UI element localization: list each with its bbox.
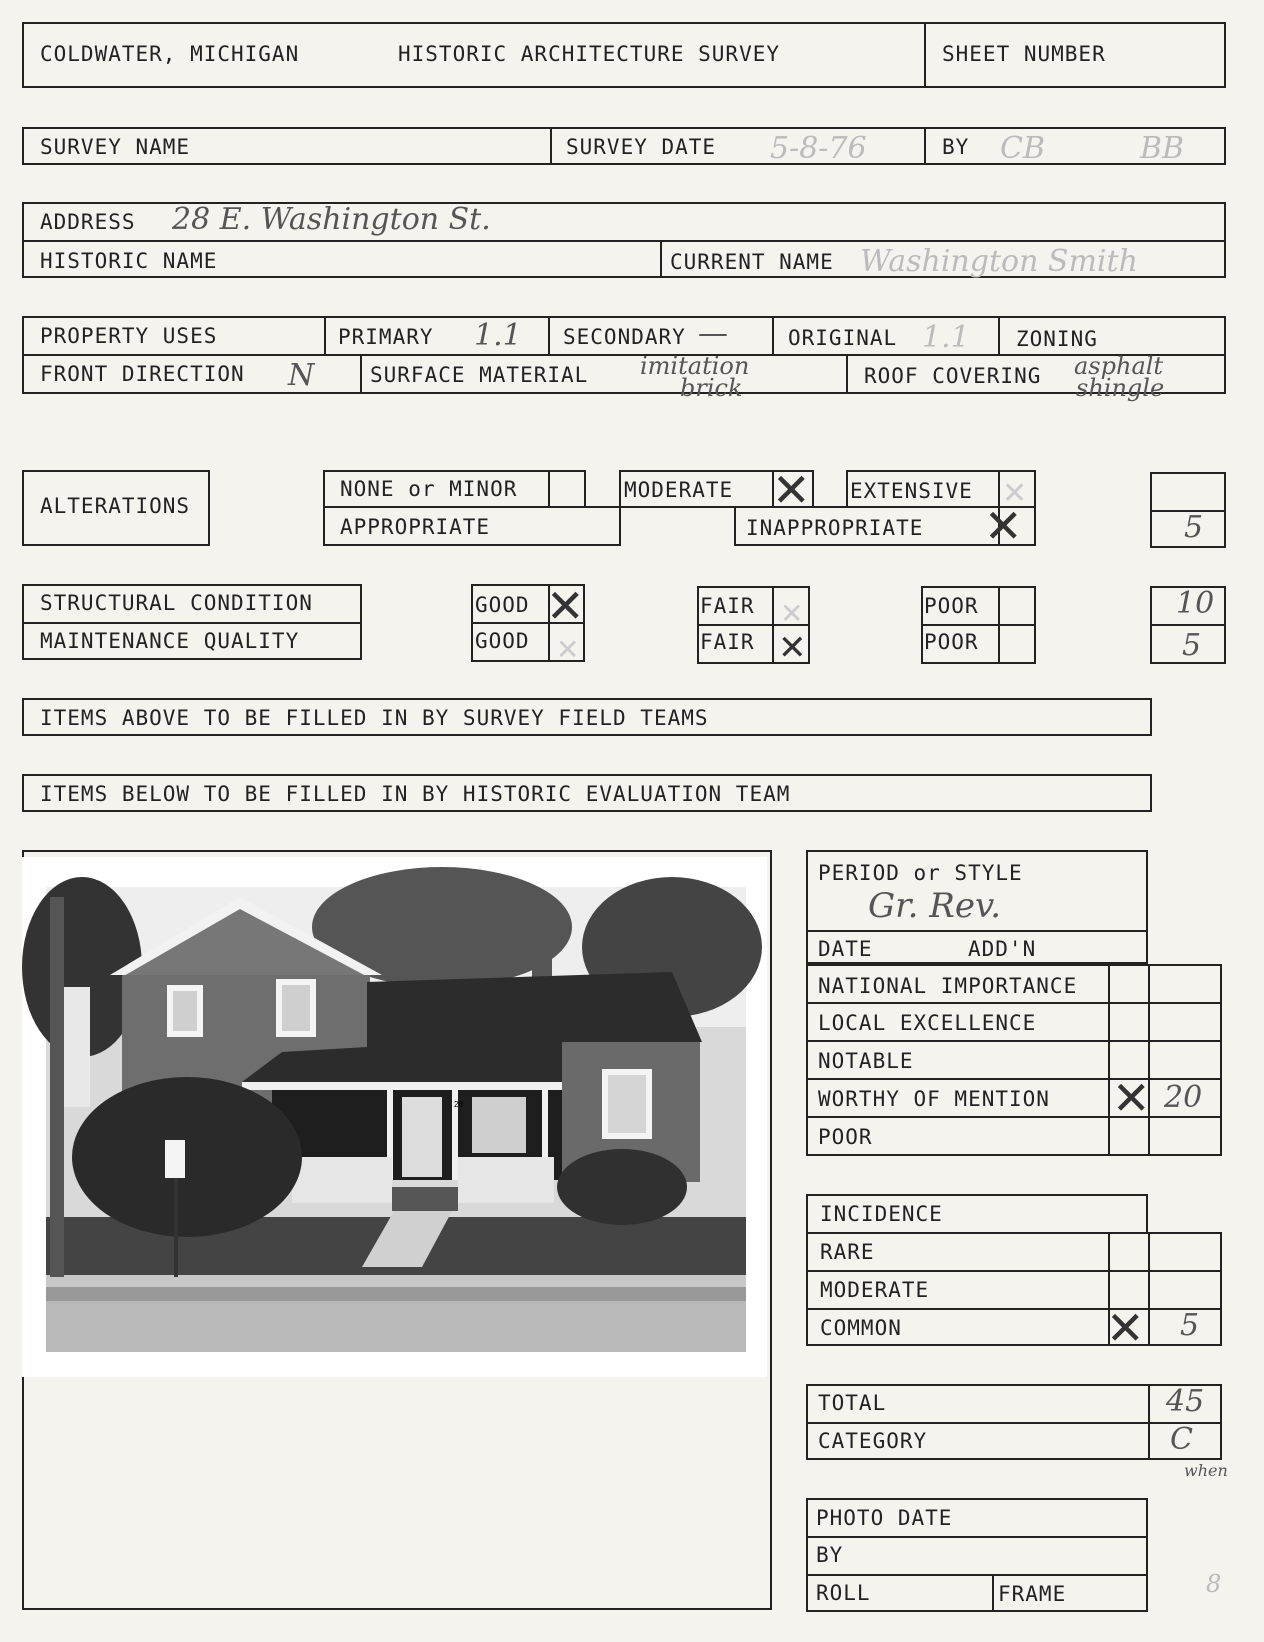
primary-label: PRIMARY [338, 325, 434, 349]
zoning-label: ZONING [1016, 327, 1098, 351]
extensive-check-mark: ✕ [1002, 476, 1028, 511]
extensive-label: EXTENSIVE [850, 479, 973, 503]
original-value: 1.1 [922, 320, 970, 355]
local-excellence-label: LOCAL EXCELLENCE [818, 1011, 1037, 1035]
original-label: ORIGINAL [788, 326, 898, 350]
address-value: 28 E. Washington St. [172, 202, 491, 237]
photo-date-label: PHOTO DATE [816, 1506, 953, 1530]
common-score: 5 [1180, 1308, 1200, 1343]
structural-good-check-mark: ✕ [546, 579, 585, 633]
survey-by-value: CB [1000, 131, 1045, 166]
category-note: when [1184, 1461, 1228, 1480]
address-label: ADDRESS [40, 210, 136, 234]
survey-by-value-2: BB [1140, 131, 1185, 166]
rare-label: RARE [820, 1240, 875, 1264]
maintenance-score: 5 [1182, 628, 1202, 663]
incidence-label: INCIDENCE [820, 1202, 943, 1226]
moderate-check-mark: ✕ [772, 463, 811, 517]
incidence-moderate-label: MODERATE [820, 1278, 930, 1302]
evaluation-poor-label: POOR [818, 1125, 873, 1149]
maintenance-quality-label: MAINTENANCE QUALITY [40, 629, 300, 653]
alterations-label: ALTERATIONS [40, 494, 191, 518]
city-label: COLDWATER, MICHIGAN [40, 42, 300, 66]
sheet-number-label: SHEET NUMBER [942, 42, 1106, 66]
maintenance-poor-label: POOR [924, 630, 979, 654]
house-photo [22, 857, 767, 1377]
front-direction-label: FRONT DIRECTION [40, 362, 245, 386]
surface-material-value-1: imitation [640, 352, 750, 380]
roof-covering-value-1: asphalt [1074, 352, 1164, 380]
roof-covering-value-2: shingle [1076, 374, 1165, 402]
survey-name-label: SURVEY NAME [40, 135, 191, 159]
current-name-value: Washington Smith [860, 244, 1138, 279]
front-direction-value: N [288, 358, 315, 393]
structural-poor-label: POOR [924, 594, 979, 618]
house-number: 28 [454, 1100, 463, 1109]
surface-material-value-2: brick [680, 374, 743, 402]
maintenance-fair-check-mark: ✕ [778, 628, 807, 668]
survey-title: HISTORIC ARCHITECTURE SURVEY [398, 42, 781, 66]
note-below: ITEMS BELOW TO BE FILLED IN BY HISTORIC EVALUATION TEAM [40, 782, 791, 806]
historic-name-label: HISTORIC NAME [40, 249, 218, 273]
appropriate-label: APPROPRIATE [340, 515, 491, 539]
alterations-score: 5 [1184, 510, 1204, 545]
national-importance-label: NATIONAL IMPORTANCE [818, 974, 1078, 998]
survey-by-label: BY [942, 135, 970, 159]
roll-label: ROLL [816, 1581, 871, 1605]
photo-by-label: BY [816, 1543, 844, 1567]
surface-material-label: SURFACE MATERIAL [370, 363, 589, 387]
period-style-label: PERIOD or STYLE [818, 861, 1023, 885]
maintenance-fair-label: FAIR [700, 630, 755, 654]
worthy-of-mention-label: WORTHY OF MENTION [818, 1087, 1050, 1111]
frame-label: FRAME [998, 1582, 1067, 1606]
current-name-label: CURRENT NAME [670, 250, 834, 274]
maintenance-good-label: GOOD [475, 629, 530, 653]
structural-fair-label: FAIR [700, 594, 755, 618]
addn-label: ADD'N [968, 937, 1037, 961]
note-above: ITEMS ABOVE TO BE FILLED IN BY SURVEY FIELD TEAMS [40, 706, 709, 730]
date-label: DATE [818, 937, 873, 961]
worthy-check-mark: ✕ [1112, 1071, 1151, 1125]
period-style-value: Gr. Rev. [868, 886, 1001, 926]
category-label: CATEGORY [818, 1429, 928, 1453]
maintenance-good-check-mark: ✕ [556, 633, 580, 666]
total-label: TOTAL [818, 1391, 887, 1415]
property-uses-label: PROPERTY USES [40, 324, 218, 348]
common-check-mark: ✕ [1106, 1301, 1145, 1355]
structural-fair-check-mark: ✕ [780, 597, 804, 630]
survey-date-value: 5-8-76 [770, 131, 867, 166]
common-label: COMMON [820, 1316, 902, 1340]
primary-value: 1.1 [474, 318, 522, 353]
worthy-score: 20 [1164, 1080, 1203, 1115]
secondary-label: SECONDARY [563, 325, 686, 349]
moderate-label: MODERATE [624, 478, 734, 502]
total-value: 45 [1166, 1384, 1205, 1419]
inappropriate-label: INAPPROPRIATE [746, 516, 924, 540]
house-photo-graphic [22, 857, 767, 1377]
survey-date-label: SURVEY DATE [566, 135, 717, 159]
secondary-value: — [698, 316, 728, 351]
notable-label: NOTABLE [818, 1049, 914, 1073]
roof-covering-label: ROOF COVERING [864, 364, 1042, 388]
none-minor-label: NONE or MINOR [340, 477, 518, 501]
structural-condition-label: STRUCTURAL CONDITION [40, 591, 313, 615]
category-value: C [1170, 1422, 1193, 1457]
structural-score: 10 [1176, 586, 1215, 621]
corner-mark: 8 [1206, 1570, 1222, 1598]
structural-good-label: GOOD [475, 593, 530, 617]
inappropriate-check-mark: ✕ [984, 499, 1023, 553]
